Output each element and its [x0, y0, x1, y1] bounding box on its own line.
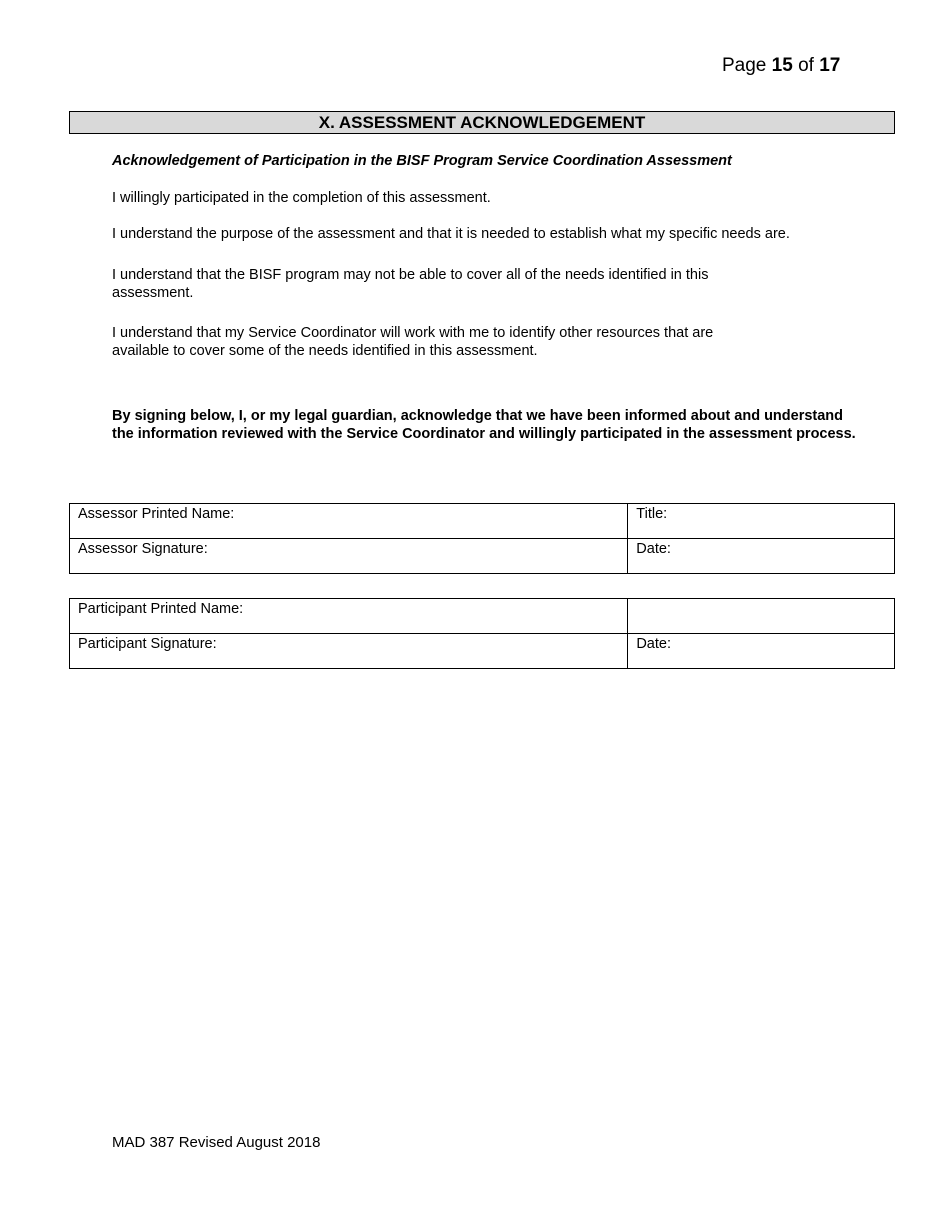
participant-date-label: Date:: [636, 636, 671, 652]
assessor-signature-label: Assessor Signature:: [78, 541, 208, 557]
acknowledgement-subtitle: Acknowledgement of Participation in the BISF Program Service Coordination Assessment: [112, 153, 732, 169]
assessor-date-field[interactable]: [628, 539, 895, 574]
signing-acknowledgement: By signing below, I, or my legal guardian, acknowledge that we have been informed about and understand the information reviewed with the Service Coordinator and willingly participated in the assessment process.: [112, 408, 856, 442]
statement-1: I willingly participated in the completion of this assessment.: [112, 190, 491, 206]
participant-printed-name-field[interactable]: [70, 599, 628, 634]
page-total: 17: [819, 55, 841, 76]
section-title: X. ASSESSMENT ACKNOWLEDGEMENT: [69, 111, 895, 134]
table-row: [70, 599, 895, 634]
statement-2: I understand the purpose of the assessment and that it is needed to establish what my specific needs are.: [112, 226, 790, 242]
assessor-printed-name-field[interactable]: [70, 504, 628, 539]
assessor-signature-table: [69, 503, 895, 574]
page-separator: of: [798, 55, 814, 76]
page-prefix: Page: [722, 55, 767, 76]
participant-signature-label: Participant Signature:: [78, 636, 217, 652]
page-current: 15: [771, 55, 793, 76]
assessor-printed-name-label: Assessor Printed Name:: [78, 506, 235, 522]
table-row: [70, 539, 895, 574]
statement-4: I understand that my Service Coordinator will work with me to identify other resources that are available to cover some of the needs identified in this assessment.: [112, 325, 714, 359]
assessor-title-label: Title:: [636, 506, 668, 522]
assessor-date-label: Date:: [636, 541, 671, 557]
statement-3: I understand that the BISF program may not be able to cover all of the needs identified in this assessment.: [112, 267, 709, 301]
participant-empty-field[interactable]: [628, 599, 895, 634]
table-row: [70, 504, 895, 539]
participant-signature-table: [69, 598, 895, 669]
table-row: [70, 634, 895, 669]
participant-printed-name-label: Participant Printed Name:: [78, 601, 244, 617]
assessor-signature-field[interactable]: [70, 539, 628, 574]
page-number: [722, 55, 840, 77]
participant-date-field[interactable]: [628, 634, 895, 669]
assessor-title-field[interactable]: [628, 504, 895, 539]
form-revision-footer: MAD 387 Revised August 2018: [112, 1134, 321, 1151]
participant-signature-field[interactable]: [70, 634, 628, 669]
